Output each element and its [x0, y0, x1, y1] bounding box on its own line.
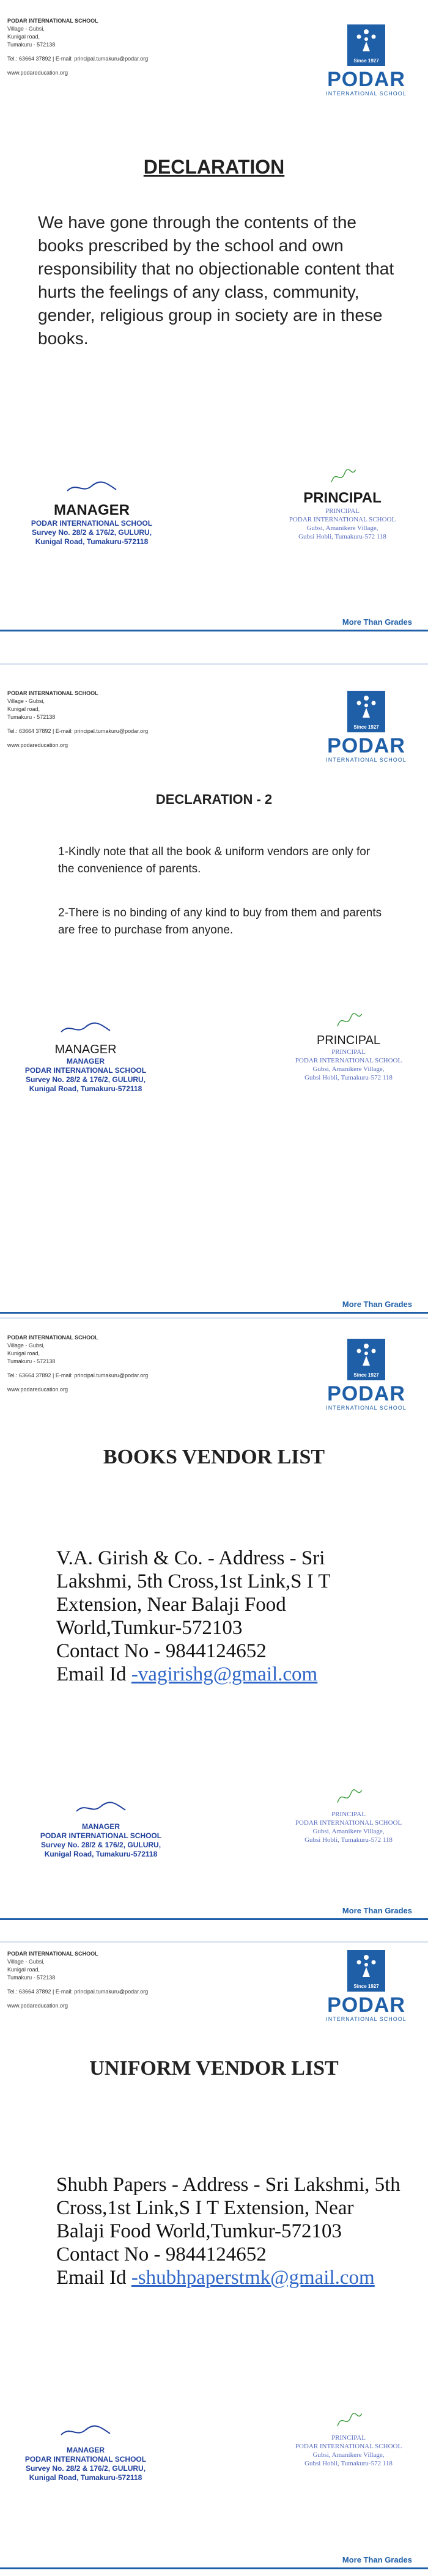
podar-logo: [320, 1950, 412, 2022]
letterhead-line1: Village - Gubsi,: [7, 1959, 45, 1965]
letterhead-school: PODAR INTERNATIONAL SCHOOL: [7, 18, 98, 24]
letterhead-address: [7, 1950, 148, 2010]
podar-emblem-icon: [347, 691, 385, 732]
brand-subtitle: INTERNATIONAL SCHOOL: [326, 2016, 407, 2022]
manager-stamp-addr1: Survey No. 28/2 & 176/2, GULURU,: [31, 528, 152, 537]
manager-signature-scribble: [64, 477, 119, 499]
principal-stamp-addr1: Gubsi, Amanikere Village,: [312, 1828, 385, 1835]
since-label: Since 1927: [353, 58, 379, 64]
letterhead-line2: Kunigal road,: [7, 34, 40, 40]
principal-stamp-title: PRINCIPAL: [331, 2434, 366, 2442]
podar-emblem-icon: [347, 1339, 385, 1380]
brand-name: PODAR: [327, 734, 405, 757]
brand-subtitle: INTERNATIONAL SCHOOL: [326, 757, 407, 763]
principal-stamp-title: PRINCIPAL: [331, 1811, 366, 1818]
manager-stamp-school: PODAR INTERNATIONAL SCHOOL: [24, 2455, 147, 2464]
letterhead-line3: Tumakuru - 572138: [7, 1974, 56, 1981]
brand-subtitle: INTERNATIONAL SCHOOL: [326, 90, 407, 97]
principal-signature-scribble: [321, 465, 364, 487]
letterhead-line3: Tumakuru - 572138: [7, 1358, 56, 1364]
letterhead-line1: Village - Gubsi,: [7, 698, 45, 704]
footer-tagline: More Than Grades: [342, 1300, 412, 1309]
manager-signature: [12, 1018, 159, 1094]
letterhead-school: PODAR INTERNATIONAL SCHOOL: [7, 1334, 98, 1341]
letterhead-line2: Kunigal road,: [7, 1967, 40, 1973]
vendor-address: V.A. Girish & Co. - Address - Sri Lakshmi, 5th Cross,1st Link,S I T Extension, Near Balaji Food World,Tumkur-572103: [56, 1547, 330, 1639]
letterhead-line2: Kunigal road,: [7, 1350, 40, 1356]
letterhead-address: [7, 690, 148, 749]
manager-stamp-addr1: Survey No. 28/2 & 176/2, GULURU,: [40, 1841, 161, 1849]
letterhead-web: www.podareducation.org: [7, 2003, 68, 2009]
letterhead-web: www.podareducation.org: [7, 70, 68, 76]
vendor-contact: Contact No - 9844124652: [56, 2243, 267, 2265]
principal-stamp-school: PODAR INTERNATIONAL SCHOOL: [295, 1057, 402, 1064]
manager-stamp-school: PODAR INTERNATIONAL SCHOOL: [31, 519, 153, 528]
vendor-email-row: [56, 1663, 399, 1686]
letterhead-line1: Village - Gubsi,: [7, 1342, 45, 1349]
principal-signature-scribble: [327, 2409, 370, 2431]
manager-signature-scribble: [58, 1018, 113, 1040]
principal-stamp-addr1: Gubsi, Amanikere Village,: [306, 524, 378, 532]
brand-name: PODAR: [327, 1993, 405, 2017]
manager-stamp-addr1: Survey No. 28/2 & 176/2, GULURU,: [25, 1075, 146, 1084]
manager-role: MANAGER: [54, 1043, 117, 1056]
principal-stamp-addr1: Gubsi, Amanikere Village,: [312, 2451, 385, 2459]
manager-signature: [12, 2421, 159, 2482]
page-books-vendor: [0, 1320, 428, 1938]
since-label: Since 1927: [353, 1372, 379, 1378]
vendor-address: Shubh Papers - Address - Sri Lakshmi, 5th Cross,1st Link,S I T Extension, Near Balaji Food World,Tumkur-572103: [56, 2174, 400, 2242]
manager-stamp-title: MANAGER: [67, 2446, 105, 2454]
principal-role: PRINCIPAL: [316, 1034, 381, 1047]
footer-tagline: More Than Grades: [342, 2555, 412, 2564]
page-title: DECLARATION - 2: [155, 792, 273, 807]
letterhead-web: www.podareducation.org: [7, 1386, 68, 1393]
manager-signature-scribble: [73, 1797, 128, 1819]
page-uniform-vendor: [0, 1944, 428, 2576]
manager-stamp-addr2: Kunigal Road, Tumakuru-572118: [44, 1850, 158, 1858]
page-declaration: [0, 0, 428, 636]
vendor-email-link[interactable]: -vagirishg@gmail.com: [131, 1663, 318, 1685]
footer-bar: [0, 2567, 428, 2569]
letterhead-contact: Tel.: 63664 37892 | E-mail: principal.tumakuru@podar.org: [7, 728, 149, 734]
manager-stamp-title: MANAGER: [82, 1822, 120, 1831]
manager-stamp-addr1: Survey No. 28/2 & 176/2, GULURU,: [25, 2464, 146, 2473]
principal-signature-scribble: [327, 1785, 370, 1807]
principal-stamp-school: PODAR INTERNATIONAL SCHOOL: [295, 1819, 402, 1827]
letterhead-line3: Tumakuru - 572138: [7, 714, 56, 720]
letterhead-contact: Tel.: 63664 37892 | E-mail: principal.tumakuru@podar.org: [7, 1372, 149, 1378]
manager-role: MANAGER: [54, 502, 130, 518]
podar-logo: [320, 24, 412, 97]
footer-tagline: More Than Grades: [342, 617, 412, 627]
declaration-text: We have gone through the contents of the books prescribed by the school and own responsibility that no objectionable content that hurts the feelings of any class, community, gender, religious group in society are in these books.: [38, 213, 394, 348]
page-title: BOOKS VENDOR LIST: [103, 1446, 325, 1468]
footer-bar: [0, 630, 428, 631]
manager-stamp-addr2: Kunigal Road, Tumakuru-572118: [29, 1084, 142, 1093]
vendor-email-label: Email Id: [56, 1663, 131, 1685]
footer-bar: [0, 1312, 428, 1314]
vendor-details: [56, 2173, 405, 2289]
podar-emblem-icon: [347, 24, 385, 66]
letterhead-line1: Village - Gubsi,: [7, 26, 45, 32]
vendor-email-row: [56, 2266, 405, 2289]
letterhead-line3: Tumakuru - 572138: [7, 42, 56, 48]
principal-role: PRINCIPAL: [303, 490, 382, 506]
brand-name: PODAR: [327, 68, 405, 91]
page-separator: [0, 1317, 428, 1319]
podar-emblem-icon: [347, 1950, 385, 1992]
manager-stamp-school: PODAR INTERNATIONAL SCHOOL: [24, 1066, 147, 1075]
vendor-email-label: Email Id: [56, 2267, 131, 2289]
manager-signature-scribble: [58, 2421, 113, 2443]
since-label: Since 1927: [353, 1984, 379, 1989]
brand-name: PODAR: [327, 1382, 405, 1405]
principal-signature: [281, 1009, 416, 1082]
principal-stamp-addr1: Gubsi, Amanikere Village,: [312, 1065, 385, 1073]
principal-signature-scribble: [327, 1009, 370, 1031]
page-title: UNIFORM VENDOR LIST: [89, 2057, 339, 2080]
principal-stamp-school: PODAR INTERNATIONAL SCHOOL: [289, 516, 396, 523]
principal-stamp-school: PODAR INTERNATIONAL SCHOOL: [295, 2443, 402, 2450]
principal-stamp-addr2: Gubsi Hobli, Tumakuru-572 118: [304, 2460, 393, 2467]
principal-signature: [275, 465, 410, 541]
podar-logo: [320, 1339, 412, 1411]
podar-logo: [320, 691, 412, 763]
vendor-details: [56, 1547, 399, 1686]
letterhead-school: PODAR INTERNATIONAL SCHOOL: [7, 1951, 98, 1957]
page-separator: [0, 1941, 428, 1943]
since-label: Since 1927: [353, 724, 379, 730]
declaration-point-2: 2-There is no binding of any kind to buy from them and parents are free to purchase from anyone.: [58, 907, 382, 937]
manager-stamp-title: MANAGER: [67, 1057, 105, 1065]
vendor-email-link[interactable]: -shubhpaperstmk@gmail.com: [131, 2267, 375, 2289]
principal-stamp-title: PRINCIPAL: [331, 1048, 366, 1056]
manager-stamp-addr2: Kunigal Road, Tumakuru-572118: [35, 537, 149, 546]
vendor-contact: Contact No - 9844124652: [56, 1640, 267, 1662]
manager-signature: [31, 477, 153, 546]
principal-stamp-addr2: Gubsi Hobli, Tumakuru-572 118: [304, 1074, 393, 1081]
letterhead-address: [7, 17, 148, 77]
letterhead-address: [7, 1334, 148, 1394]
manager-stamp-school: PODAR INTERNATIONAL SCHOOL: [40, 1831, 162, 1840]
footer-tagline: More Than Grades: [342, 1906, 412, 1915]
letterhead-school: PODAR INTERNATIONAL SCHOOL: [7, 690, 98, 696]
principal-stamp-addr2: Gubsi Hobli, Tumakuru-572 118: [298, 533, 386, 540]
letterhead-contact: Tel.: 63664 37892 | E-mail: principal.tumakuru@podar.org: [7, 1989, 149, 1995]
brand-subtitle: INTERNATIONAL SCHOOL: [326, 1405, 407, 1411]
footer-bar: [0, 1918, 428, 1920]
principal-stamp-addr2: Gubsi Hobli, Tumakuru-572 118: [304, 1836, 393, 1844]
page-separator: [0, 663, 428, 665]
principal-signature: [281, 1785, 416, 1844]
principal-stamp-title: PRINCIPAL: [325, 507, 360, 515]
manager-stamp-addr2: Kunigal Road, Tumakuru-572118: [29, 2473, 142, 2482]
letterhead-line2: Kunigal road,: [7, 706, 40, 712]
letterhead-web: www.podareducation.org: [7, 742, 68, 748]
page-declaration-2: [0, 679, 428, 1314]
page-title: DECLARATION: [143, 156, 285, 178]
manager-signature: [31, 1797, 171, 1859]
principal-signature: [281, 2409, 416, 2468]
declaration-point-1: 1-Kindly note that all the book & uniform vendors are only for the convenience of parents.: [58, 845, 371, 875]
letterhead-contact: Tel.: 63664 37892 | E-mail: principal.tumakuru@podar.org: [7, 56, 149, 62]
